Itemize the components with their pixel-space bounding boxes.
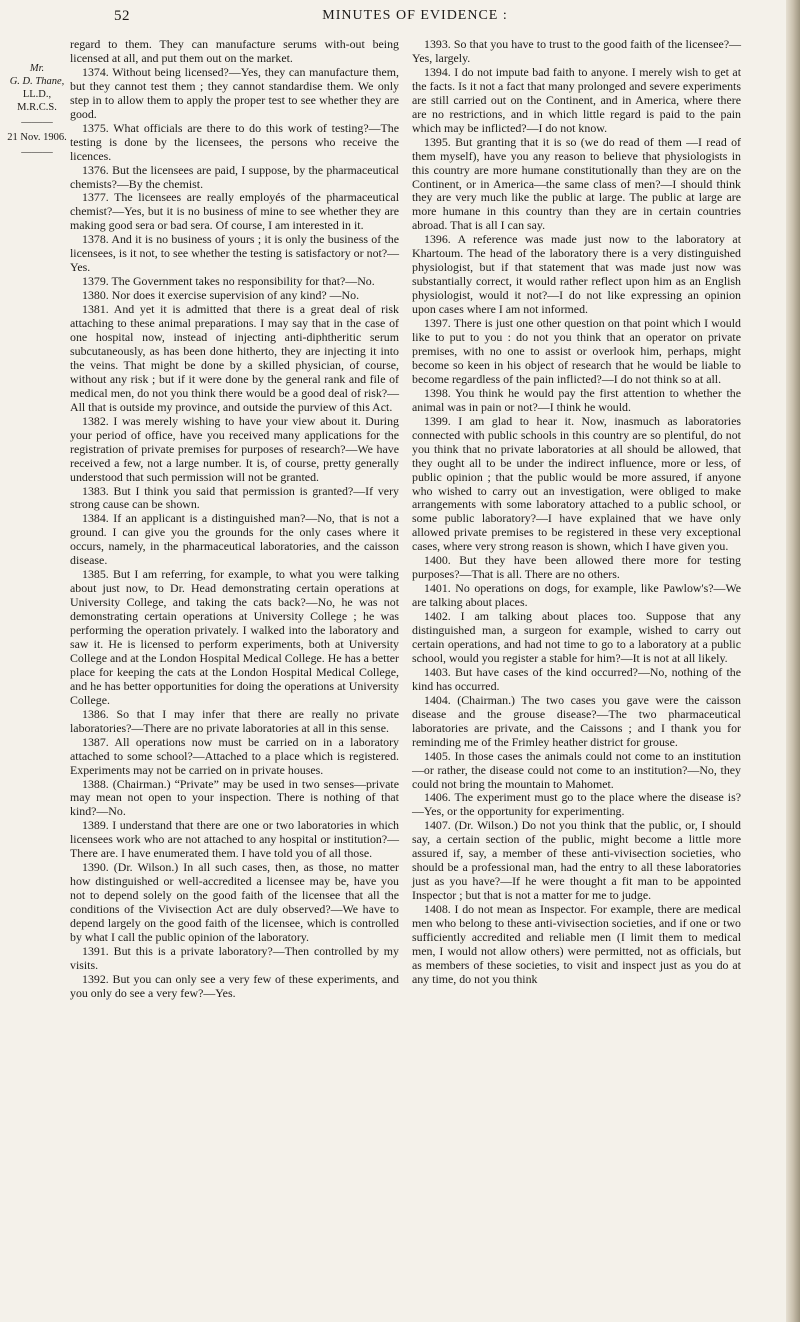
margin-divider: ——— xyxy=(21,147,53,158)
testimony-paragraph: 1395. But granting that it is so (we do read of them —I read of them myself), have you any reason to believe that physiologists in this country are more humane constitutionally than they are on the Continent, or in America—the same class of men?—I should think they are very much like the public at large. The public at large are more humane in this country than they are in certain countries abroad. That is all I can say. xyxy=(412,134,741,233)
left-text-column xyxy=(70,38,399,1001)
testimony-paragraph: 1403. But have cases of the kind occurred?—No, nothing of the kind has occurred. xyxy=(412,664,741,693)
page-header xyxy=(70,8,760,30)
testimony-paragraph: 1398. You think he would pay the first attention to whether the animal was in pain or not?—I think he would. xyxy=(412,385,741,414)
testimony-paragraph: 1379. The Government takes no responsibility for that?—No. xyxy=(82,274,375,289)
margin-divider: ——— xyxy=(21,117,53,128)
testimony-paragraph: 1386. So that I may infer that there are really no private laboratories?—There are no private laboratories at all in this sense. xyxy=(70,706,399,735)
testimony-paragraph: 1380. Nor does it exercise supervision of any kind? —No. xyxy=(82,288,360,303)
page-number: 52 xyxy=(114,8,130,24)
testimony-paragraph: 1374. Without being licensed?—Yes, they can manufacture them, but they cannot test them ; they cannot standardise them. We only step in to allow them to apply the proper test to see whether they are good. xyxy=(70,64,399,121)
witness-margin-note xyxy=(4,62,70,161)
testimony-paragraph: 1376. But the licensees are paid, I suppose, by the pharmaceutical chemists?—By the chemist. xyxy=(70,162,399,191)
running-title: MINUTES OF EVIDENCE : xyxy=(322,8,508,23)
testimony-paragraph: 1390. (Dr. Wilson.) In all such cases, then, as those, no matter how distinguished or well-accredited a licensee may be, have you not to depend solely on the good faith of the licensee that all the conditions of the Vivisection Act are duly observed?—We have to depend largely on the good faith of the licensee, which is controlled by what I call the public opinion of the laboratory. xyxy=(70,860,399,944)
testimony-paragraph: regard to them. They can manufacture serums with-out being licensed at all, and put them out on the market. xyxy=(70,37,399,65)
testimony-paragraph: 1385. But I am referring, for example, to what you were talking about just now, to Dr. Head demonstrating certain operations at University College, and taking the cats back?—No, he was not demonstrating certain operations at University College ; he was performing the operation privately. I walked into the laboratory and saw it. He is licensed to perform experiments, both at University College and at the London Hospital Medical College. He has a better place for keeping the cats at the London Hospital Medical College, and he has better opportunities for doing the operations at University College. xyxy=(70,567,399,707)
testimony-paragraph: 1389. I understand that there are one or two laboratories in which licensees work who are not attached to any hospital or institution?—There are. I have enumerated them. I have told you of all those. xyxy=(70,818,399,861)
testimony-paragraph: 1393. So that you have to trust to the good faith of the licensee?—Yes, largely. xyxy=(412,37,741,65)
testimony-paragraph: 1400. But they have been allowed there more for testing purposes?—That is all. There are no others. xyxy=(412,553,741,582)
testimony-paragraph: 1377. The licensees are really employés of the pharmaceutical chemist?—Yes, but it is no business of mine to see whether they are making good sera or bad sera. Of course, I am interested in it. xyxy=(70,190,399,233)
testimony-paragraph: 1383. But I think you said that permission is granted?—If very strong cause can be shown. xyxy=(70,483,399,512)
witness-name: G. D. Thane, xyxy=(9,76,65,87)
testimony-paragraph: 1392. But you can only see a very few of these experiments, and you only do see a very few?—Yes. xyxy=(70,971,399,1000)
testimony-paragraph: 1388. (Chairman.) “Private” may be used in two senses—private may mean not open to your inspection. There is nothing of that kind?—No. xyxy=(70,776,399,819)
testimony-paragraph: 1404. (Chairman.) The two cases you gave were the caisson disease and the grouse disease?—The two pharmaceutical laboratories are private, and the Caissons ; and I thank you for reminding me of the Frimley heather district for grouse. xyxy=(412,692,741,749)
testimony-paragraph: 1394. I do not impute bad faith to anyone. I merely wish to get at the facts. Is it not a fact that many prolonged and severe experiments are still carried out on the Continent, and in America, where there are no restrictions, and in which little regard is paid to the pain which may be inflicted?—I do not know. xyxy=(412,64,741,135)
witness-title: Mr. xyxy=(29,63,45,74)
testimony-paragraph: 1396. A reference was made just now to the laboratory at Khartoum. The head of the laboratory there is a very distinguished physiologist, but if that statement that was made just now was substantially correct, it would rather reflect upon him as an English physiologist, would it not?—I do not like expressing an opinion upon cases where I am not informed. xyxy=(412,232,741,317)
right-text-column xyxy=(412,38,741,987)
witness-degree: LL.D., xyxy=(22,89,52,100)
testimony-paragraph: 1378. And it is no business of yours ; it is only the business of the licensees, is it not, to see whether the testing is satisfactory or not?—Yes. xyxy=(70,232,399,275)
testimony-paragraph: 1381. And yet it is admitted that there is a great deal of risk attaching to these animal preparations. I may say that in the case of one hospital now, instead of injecting anti-diphtheritic serum subcutaneously, as has been done hitherto, they are injecting it into the veins. That might be done by a skilled physician, of course, without any risk ; but if it were done by the general rank and file of medical men, do not you think there would be a good deal of risk?—All that is outside my province, and outside the purview of this Act. xyxy=(70,302,399,414)
testimony-paragraph: 1408. I do not mean as Inspector. For example, there are medical men who belong to these anti-vivisection societies, and if one or two sufficiently accredited and reliable men (I limit them to medical men, I would not allow others) were permitted, not as officials, but as members of these societies, to visit and inspect just as you do at any time, do not you think xyxy=(412,902,741,986)
witness-qualification: M.R.C.S. xyxy=(17,102,57,113)
testimony-paragraph: 1384. If an applicant is a distinguished man?—No, that is not a ground. I can give you the grounds for the only cases where it occurs, namely, in the pharmaceutical laboratories, and the caisson disease. xyxy=(70,511,399,568)
testimony-paragraph: 1387. All operations now must be carried on in a laboratory attached to some school?—Attached to a place which is registered. Experiments may not be carried on in private houses. xyxy=(70,734,399,777)
testimony-paragraph: 1401. No operations on dogs, for example, like Pawlow's?—We are talking about places. xyxy=(412,581,741,610)
testimony-paragraph: 1402. I am talking about places too. Suppose that any distinguished man, a surgeon for example, wished to carry out certain operations, and had not time to go to a laboratory at a public school, would you register a stable for him?—It is not at all likely. xyxy=(412,609,741,665)
testimony-paragraph: 1405. In those cases the animals could not come to an institution—or rather, the disease could not come to an institution?—No, they could not bring the mountain to Mahomet. xyxy=(412,748,741,791)
book-spine-edge xyxy=(786,0,800,1322)
testimony-paragraph: 1397. There is just one other question on that point which I would like to put to you : do not you think that an operator on private premises, with no one to assist or overlook him, perhaps, might become so keen in his object of research that he would be liable to become regardless of the pain inflicted?—I do not think so at all. xyxy=(412,316,741,386)
testimony-paragraph: 1407. (Dr. Wilson.) Do not you think that the public, or, I should say, a certain section of the public, might become a little more assured if, say, a member of these anti-vivisection societies, who should be a professional man, had the entry to all these laboratories just as you have?—If he were thought a fit man to be appointed Inspector ; but that is not a matter for me to judge. xyxy=(412,818,741,903)
testimony-paragraph: 1382. I was merely wishing to have your view about it. During your period of office, have you received many applications for the registration of private premises for purposes of research?—We have received a few, not a large number. It is, of course, pretty generally understood that such permission will not be granted. xyxy=(70,413,399,484)
witness-date: 21 Nov. 1906. xyxy=(7,132,67,143)
testimony-paragraph: 1375. What officials are there to do this work of testing?—The testing is done by the licensees, the persons who receive the licences. xyxy=(70,120,399,163)
testimony-paragraph: 1406. The experiment must go to the place where the disease is?—Yes, or the opportunity for experimenting. xyxy=(412,790,741,819)
testimony-paragraph: 1399. I am glad to hear it. Now, inasmuch as laboratories connected with public schools in this country are so plentiful, do not you think that no private laboratories at all should be allowed, that they ought all to be under the indirect influence, more or less, of public opinion ; that the public would be more assured, if anyone who wished to carry out an investigation, were obliged to make arrangements with some laboratory attached to a public school, or some public laboratory?—I have explained that we have only allowed private premises to be registered in these very exceptional cases, where very strong reason is shown, which I have given you. xyxy=(412,413,741,554)
testimony-paragraph: 1391. But this is a private laboratory?—Then controlled by my visits. xyxy=(70,943,399,972)
